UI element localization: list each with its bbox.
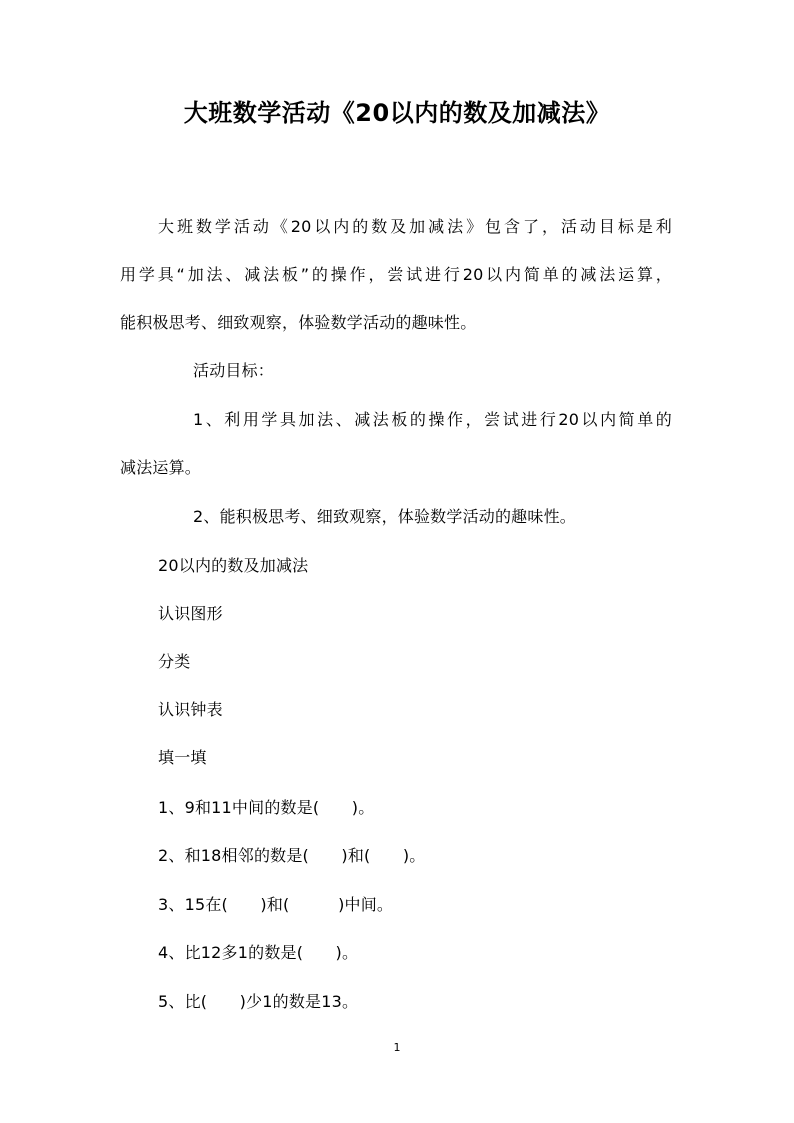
topic-number-operations: 20以内的数及加减法 — [158, 556, 309, 575]
topic-shapes: 认识图形 — [158, 604, 223, 623]
intro-line-2: 用学具“加法、减法板”的操作，尝试进行20以内简单的减法运算， — [120, 265, 672, 284]
intro-line-3: 能积极思考、细致观察，体验数学活动的趣味性。 — [120, 313, 477, 332]
topic-fill-in: 填一填 — [158, 748, 207, 767]
page-number: 1 — [393, 1041, 401, 1054]
document-title: 大班数学活动《20以内的数及加减法》 — [183, 99, 611, 127]
goal-2: 2、能积极思考、细致观察，体验数学活动的趣味性。 — [193, 507, 576, 526]
question-5: 5、比( )少1的数是13。 — [158, 992, 359, 1011]
goal-1-line-2: 减法运算。 — [120, 458, 202, 477]
question-3: 3、15在( )和( )中间。 — [158, 895, 394, 914]
question-1: 1、9和11中间的数是( )。 — [158, 798, 375, 817]
question-4: 4、比12多1的数是( )。 — [158, 943, 359, 962]
intro-line-1: 大班数学活动《20以内的数及加减法》包含了，活动目标是利 — [158, 217, 672, 236]
goals-heading: 活动目标： — [193, 361, 275, 380]
goal-1-line-1: 1、利用学具加法、减法板的操作，尝试进行20以内简单的 — [193, 410, 672, 429]
question-2: 2、和18相邻的数是( )和( )。 — [158, 846, 426, 865]
topic-clocks: 认识钟表 — [158, 700, 223, 719]
topic-classification: 分类 — [158, 652, 191, 671]
